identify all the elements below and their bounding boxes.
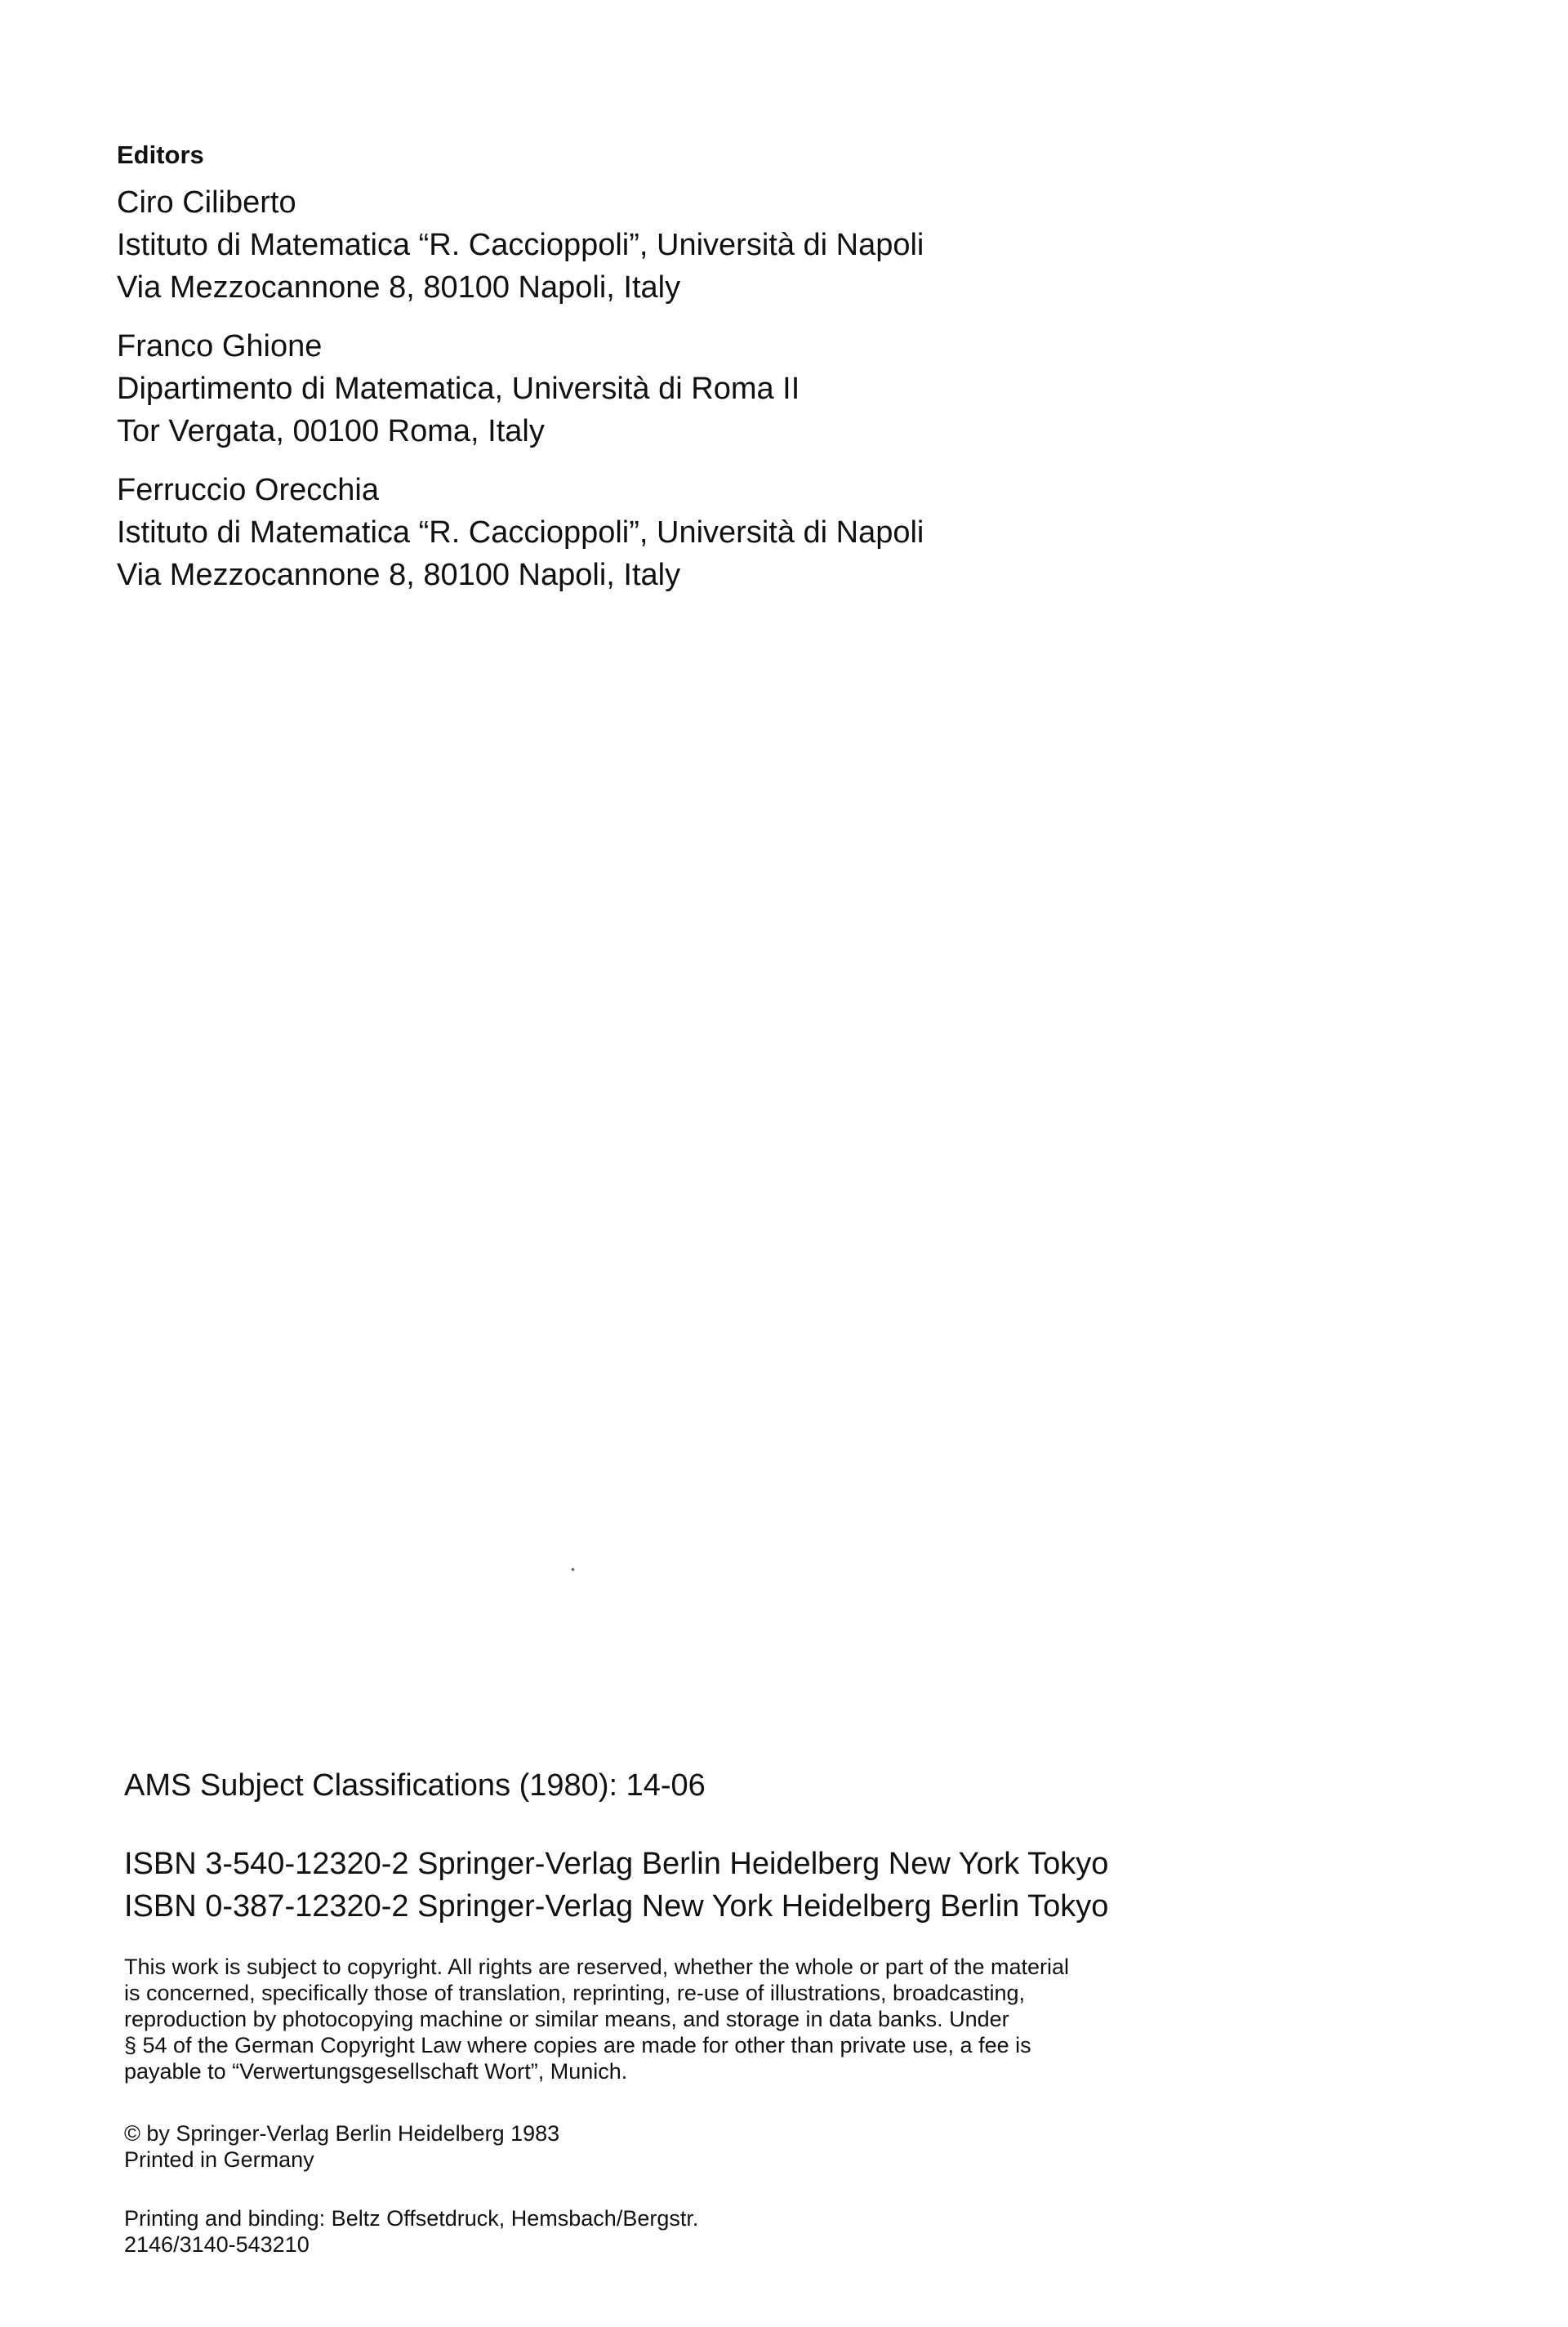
- print-speck: [571, 1567, 574, 1571]
- copyright-notice-line: § 54 of the German Copyright Law where copies are made for other than private use, a fee is: [124, 2033, 1031, 2057]
- copyright-notice-line: reproduction by photocopying machine or similar means, and storage in data banks. Under: [124, 2007, 1009, 2031]
- editor-name: Ciro Ciliberto: [117, 185, 296, 220]
- copyright-line: © by Springer-Verlag Berlin Heidelberg 1983: [124, 2121, 560, 2146]
- editors-heading: Editors: [117, 140, 204, 169]
- isbn-line: ISBN 0-387-12320-2 Springer-Verlag New York Heidelberg Berlin Tokyo: [124, 1889, 1109, 1924]
- editor-entry: [117, 181, 1178, 309]
- editor-name: Franco Ghione: [117, 329, 323, 363]
- editor-entry: [117, 325, 1178, 452]
- copyright-notice-line: This work is subject to copyright. All rights are reserved, whether the whole or part of the material: [124, 1955, 1070, 1979]
- isbn-line: ISBN 3-540-12320-2 Springer-Verlag Berlin Heidelberg New York Tokyo: [124, 1847, 1109, 1881]
- ams-classification: AMS Subject Classifications (1980): 14-06: [124, 1768, 706, 1803]
- editor-address-line: Istituto di Matematica “R. Caccioppoli”, Università di Napoli: [117, 228, 924, 262]
- isbn-block: [124, 1843, 1108, 1928]
- editor-entry: [117, 469, 1178, 596]
- printed-in: Printed in Germany: [124, 2147, 314, 2172]
- printing-binding: Printing and binding: Beltz Offsetdruck, Hemsbach/Bergstr.: [124, 2206, 699, 2231]
- editor-address-line: Dipartimento di Matematica, Università di Roma II: [117, 372, 800, 406]
- editor-address-line: Via Mezzocannone 8, 80100 Napoli, Italy: [117, 270, 681, 305]
- editor-address-line: Istituto di Matematica “R. Caccioppoli”, Università di Napoli: [117, 515, 924, 550]
- imprint: [124, 2120, 559, 2173]
- editor-name: Ferruccio Orecchia: [117, 473, 379, 507]
- printing-info: [124, 2205, 698, 2258]
- copyright-notice-line: is concerned, specifically those of translation, reprinting, re-use of illustrations, broadcasting,: [124, 1981, 1026, 2005]
- copyright-notice-line: payable to “Verwertungsgesellschaft Wort”, Munich.: [124, 2059, 628, 2084]
- editors-block: [117, 139, 1178, 613]
- printing-number: 2146/3140-543210: [124, 2232, 310, 2257]
- editor-address-line: Via Mezzocannone 8, 80100 Napoli, Italy: [117, 558, 681, 592]
- copyright-notice: [124, 1954, 1210, 2084]
- editor-address-line: Tor Vergata, 00100 Roma, Italy: [117, 414, 545, 448]
